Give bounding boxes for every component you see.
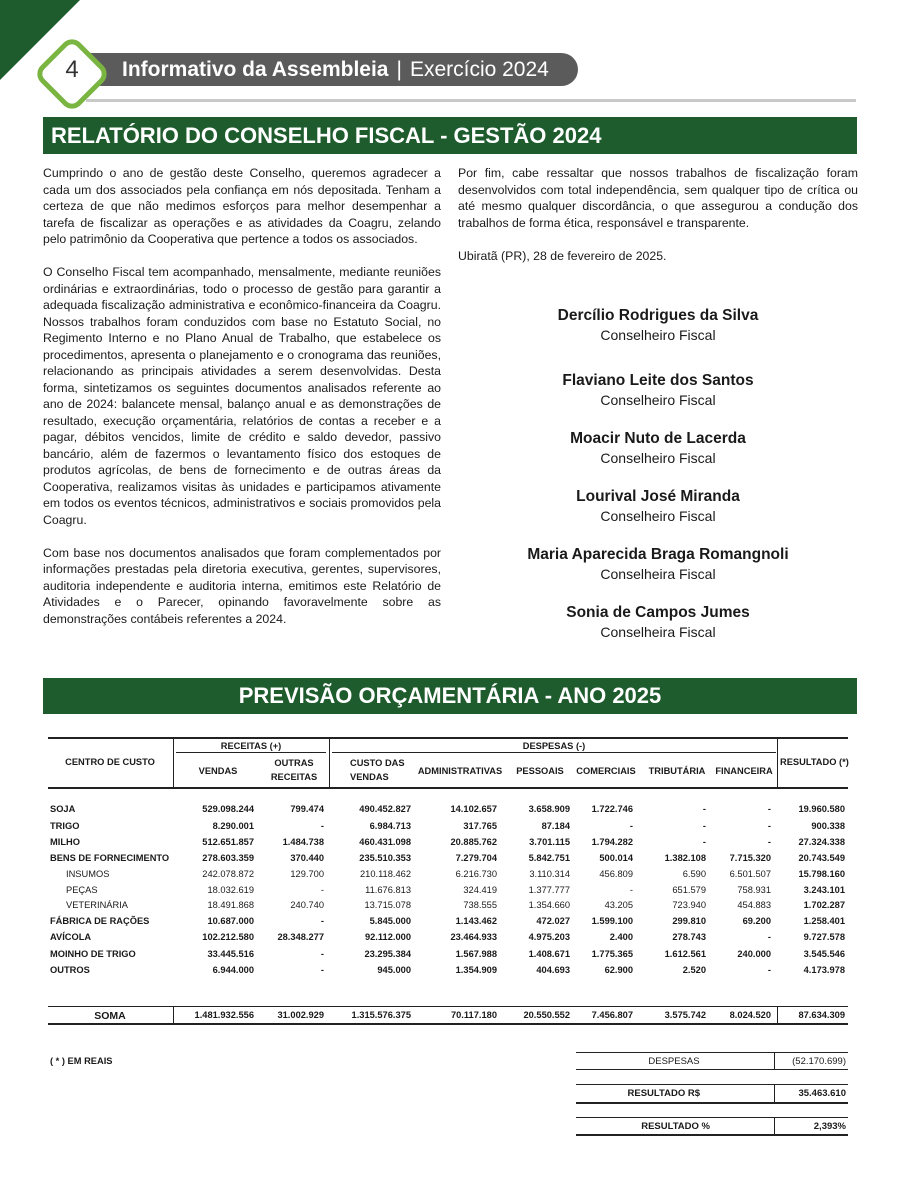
table-cell: 738.555: [463, 900, 497, 910]
table-cell: 456.809: [599, 869, 633, 879]
row-label: INSUMOS: [66, 869, 110, 879]
table-cell: 6.216.730: [455, 869, 497, 879]
footnote: ( * ) EM REAIS: [50, 1056, 113, 1066]
signer-role: Conselheiro Fiscal: [600, 508, 716, 524]
table-cell: 278.603.359: [202, 853, 254, 863]
summary-rule: [576, 1134, 848, 1136]
paragraph: O Conselho Fiscal tem acompanhado, mensalmente, mediante reuniões ordinárias e extraordinárias, todo o processo de gestão para garantir a adequada fiscalização administrativa e econômico-financeira da Coagru. Nossos trabalhos foram conduzidos com base no Estatuto Social, no Regimento Interno e no Plano Anual de Trabalho, que estabelece os procedimentos, apresenta o planejamento e o cronograma das reuniões, relacionando as principais atividades a serem desenvolvidas. Desta forma, sintetizamos os seguintes documentos analisados referente ao ano de 2024: balancete mensal, balanço anual e as demonstrações de resultado, execução orçamentária, relatórios de contas a receber e a pagar, débitos vencidos, limite de crédito e saldo devedor, passivo bancário, além de fazermos o levantamento físico dos estoques de produtos agrícolas, de bens de fornecimento e de outras áreas da Cooperativa, realizamos visitas às unidades e participamos ativamente em todos os eventos técnicos, administrativos e sociais promovidos pela Coagru.: [43, 265, 441, 527]
table-cell: 1.702.287: [803, 900, 845, 910]
table-cell: 529.098.244: [202, 804, 254, 814]
total-cell: 1.315.576.375: [351, 1010, 411, 1020]
table-cell: -: [767, 965, 771, 975]
table-cell: 7.715.320: [729, 853, 771, 863]
summary-percent-label: RESULTADO %: [641, 1121, 710, 1132]
table-cell: -: [767, 821, 771, 831]
header-resultado: RESULTADO (*): [780, 757, 849, 767]
section-title-relatorio: RELATÓRIO DO CONSELHO FISCAL - GESTÃO 2024: [43, 117, 857, 154]
row-label: PEÇAS: [66, 885, 98, 895]
header-vendas: VENDAS: [198, 766, 238, 776]
header-despesas: DESPESAS (-): [522, 741, 586, 751]
table-top-rule: [48, 737, 848, 739]
paragraph: Por fim, cabe ressaltar que nossos trabalhos de fiscalização foram desenvolvidos com total independência, sem qualquer tipo de crítica ou até mesmo qualquer discordância, o que assegurou a condução dos trabalhos de forma ética, responsável e transparente.: [458, 166, 858, 230]
summary-divider: [774, 1117, 775, 1134]
table-cell: 3.701.115: [529, 837, 570, 847]
total-cell: 87.634.309: [798, 1010, 845, 1020]
table-cell: 92.112.000: [364, 932, 411, 942]
table-cell: 1.354.909: [455, 965, 497, 975]
row-label: SOJA: [50, 804, 76, 814]
table-cell: 20.743.549: [798, 853, 845, 863]
total-cell: 8.024.520: [729, 1010, 771, 1020]
table-cell: 1.599.100: [591, 916, 633, 926]
table-cell: 18.491.868: [207, 900, 254, 910]
signer-role: Conselheiro Fiscal: [600, 392, 716, 408]
col-divider: [173, 739, 174, 787]
table-cell: 33.445.516: [207, 949, 254, 959]
row-label: TRIGO: [50, 821, 80, 831]
table-cell: -: [320, 965, 324, 975]
summary-rule: [576, 1117, 848, 1118]
table-cell: 5.845.000: [369, 916, 411, 926]
total-cell: 3.575.742: [664, 1010, 706, 1020]
signer-role: Conselheira Fiscal: [600, 624, 716, 640]
table-cell: 14.102.657: [450, 804, 497, 814]
header-vendas-sub: VENDAS: [350, 772, 389, 782]
table-cell: 454.883: [737, 900, 771, 910]
total-cell: 20.550.552: [523, 1010, 570, 1020]
table-cell: 3.545.546: [803, 949, 845, 959]
col-divider: [777, 739, 778, 787]
table-cell: 500.014: [599, 853, 633, 863]
table-cell: 370.440: [290, 853, 324, 863]
table-cell: 27.324.338: [798, 837, 845, 847]
table-cell: 1.484.738: [282, 837, 324, 847]
table-cell: 1.794.282: [591, 837, 633, 847]
header-administrativas: ADMINISTRATIVAS: [417, 766, 503, 776]
table-cell: 129.700: [290, 869, 324, 879]
header-pessoais: PESSOAIS: [516, 766, 564, 776]
summary-resultado-value: 35.463.610: [798, 1088, 846, 1099]
table-cell: 18.032.619: [207, 885, 254, 895]
signer-name: Lourival José Miranda: [576, 488, 740, 505]
signer-role: Conselheiro Fiscal: [600, 327, 716, 343]
table-cell: -: [767, 837, 771, 847]
summary-percent-value: 2,393%: [813, 1121, 846, 1132]
header-receitas-sub: RECEITAS: [270, 772, 318, 782]
table-cell: 278.743: [672, 932, 706, 942]
table-cell: 235.510.353: [359, 853, 411, 863]
header-outras: OUTRAS: [274, 758, 314, 768]
row-label: OUTROS: [50, 965, 90, 975]
table-cell: -: [320, 885, 324, 895]
table-cell: 460.431.098: [359, 837, 411, 847]
table-cell: 23.295.384: [364, 949, 411, 959]
table-cell: 20.885.762: [450, 837, 497, 847]
signer-role: Conselheiro Fiscal: [600, 450, 716, 466]
table-cell: 19.960.580: [798, 804, 845, 814]
table-cell: 2.520: [682, 965, 706, 975]
table-cell: -: [767, 932, 771, 942]
row-label: BENS DE FORNECIMENTO: [50, 853, 170, 863]
table-cell: -: [702, 837, 706, 847]
total-top-rule: [48, 1006, 848, 1007]
page-number: 4: [65, 56, 79, 83]
table-cell: -: [767, 804, 771, 814]
total-cell: 70.117.180: [450, 1010, 497, 1020]
header-centro-de-custo: CENTRO DE CUSTO: [65, 757, 155, 767]
table-cell: 6.944.000: [212, 965, 254, 975]
table-cell: 3.110.314: [529, 869, 570, 879]
summary-despesas-value: (52.170.699): [792, 1056, 846, 1067]
header-subtitle: Exercício 2024: [409, 58, 549, 81]
group-rule-despesas: [332, 752, 776, 753]
table-cell: 472.027: [536, 916, 570, 926]
signer-name: Dercílio Rodrigues da Silva: [557, 307, 759, 324]
header-title: Informativo da Assembleia: [122, 58, 389, 81]
table-cell: 8.290.001: [212, 821, 254, 831]
header-financeira: FINANCEIRA: [715, 766, 773, 776]
table-cell: 10.687.000: [207, 916, 254, 926]
header-separator: |: [396, 58, 402, 81]
table-cell: 3.243.101: [803, 885, 845, 895]
table-cell: 799.474: [290, 804, 324, 814]
row-label: MOINHO DE TRIGO: [50, 949, 136, 959]
group-rule-receitas: [176, 752, 326, 753]
row-label: MILHO: [50, 837, 80, 847]
section-title-previsao: PREVISÃO ORÇAMENTÁRIA - ANO 2025: [43, 678, 857, 714]
table-cell: 1.258.401: [803, 916, 845, 926]
table-cell: -: [320, 949, 324, 959]
table-cell: 11.676.813: [365, 885, 411, 895]
table-cell: 13.715.078: [364, 900, 411, 910]
table-cell: 512.651.857: [202, 837, 254, 847]
table-cell: -: [320, 916, 324, 926]
table-cell: 7.279.704: [455, 853, 497, 863]
signer-name: Moacir Nuto de Lacerda: [570, 430, 746, 447]
table-cell: 1.722.746: [591, 804, 633, 814]
row-label: AVÍCOLA: [50, 932, 92, 942]
total-label: SOMA: [94, 1010, 126, 1022]
table-cell: 6.501.507: [729, 869, 771, 879]
table-cell: 102.212.580: [202, 932, 254, 942]
table-cell: 758.931: [737, 885, 771, 895]
total-bottom-rule: [48, 1023, 848, 1025]
summary-rule: [576, 1052, 848, 1053]
table-cell: 87.184: [541, 821, 570, 831]
signer-role: Conselheira Fiscal: [600, 566, 716, 582]
table-cell: 651.579: [672, 885, 706, 895]
paragraph: Com base nos documentos analisados que foram complementados por informações prestadas pela diretoria executiva, gerentes, supervisores, auditoria independente e auditoria interna, emitimos este Relatório de Atividades e o Parecer, opinando favoravelmente sobre as demonstrações contábeis referentes a 2024.: [43, 545, 441, 626]
signer-name: Sonia de Campos Jumes: [566, 604, 750, 621]
summary-despesas-label: DESPESAS: [648, 1056, 700, 1067]
table-cell: 4.173.978: [803, 965, 845, 975]
table-cell: 3.658.909: [528, 804, 570, 814]
header-receitas: RECEITAS (+): [220, 741, 282, 751]
table-cell: 62.900: [604, 965, 633, 975]
header-custo-das: CUSTO DAS: [350, 758, 405, 768]
table-cell: 324.419: [463, 885, 497, 895]
table-cell: 490.452.827: [359, 804, 411, 814]
total-cell: 31.002.929: [277, 1010, 324, 1020]
table-cell: -: [629, 885, 633, 895]
row-label: FÁBRICA DE RAÇÕES: [50, 916, 150, 926]
total-cell: 1.481.932.556: [194, 1010, 254, 1020]
table-cell: 242.078.872: [202, 869, 254, 879]
table-cell: 404.693: [536, 965, 570, 975]
table-header-rule: [48, 787, 848, 789]
table-cell: 9.727.578: [803, 932, 845, 942]
total-cell: 7.456.807: [591, 1010, 633, 1020]
table-cell: 240.740: [290, 900, 324, 910]
table-cell: 15.798.160: [798, 869, 845, 879]
table-cell: 240.000: [737, 949, 771, 959]
table-cell: 1.612.561: [664, 949, 706, 959]
table-cell: 317.765: [463, 821, 497, 831]
table-cell: 2.400: [609, 932, 633, 942]
summary-divider: [774, 1052, 775, 1069]
summary-rule: [576, 1084, 848, 1085]
signer-name: Maria Aparecida Braga Romangnoli: [527, 546, 789, 563]
table-cell: 723.940: [672, 900, 706, 910]
table-cell: 299.810: [672, 916, 706, 926]
table-cell: 1.377.777: [528, 885, 570, 895]
table-cell: 210.118.462: [359, 869, 411, 879]
table-cell: 23.464.933: [450, 932, 497, 942]
table-cell: -: [320, 821, 324, 831]
table-cell: 28.348.277: [277, 932, 324, 942]
table-cell: 1.354.660: [528, 900, 570, 910]
table-cell: 43.205: [604, 900, 633, 910]
table-cell: 900.338: [811, 821, 845, 831]
col-divider: [329, 739, 330, 787]
date-line: Ubiratã (PR), 28 de fevereiro de 2025.: [458, 248, 667, 263]
table-cell: 1.382.108: [664, 853, 706, 863]
table-cell: 945.000: [377, 965, 411, 975]
table-cell: 69.200: [742, 916, 771, 926]
table-cell: 5.842.751: [528, 853, 570, 863]
table-cell: -: [702, 821, 706, 831]
table-cell: 1.567.988: [455, 949, 497, 959]
table-cell: 1.775.365: [591, 949, 633, 959]
row-label: VETERINÁRIA: [66, 900, 128, 910]
table-cell: 4.975.203: [528, 932, 570, 942]
table-cell: 1.143.462: [455, 916, 497, 926]
header-comerciais: COMERCIAIS: [576, 766, 636, 776]
table-cell: -: [702, 804, 706, 814]
table-cell: -: [629, 821, 633, 831]
summary-divider: [774, 1084, 775, 1102]
paragraph: Cumprindo o ano de gestão deste Conselho, queremos agradecer a cada um dos associados pela confiança em nós depositada. Tenham a certeza de que não medimos esforços para melhor desempenhar a tarefa de fiscalizar as operações e as atividades da Coagru, zelando pelo patrimônio da Cooperativa que pertence a todos os associados.: [43, 166, 441, 246]
summary-rule: [576, 1102, 848, 1104]
signer-name: Flaviano Leite dos Santos: [562, 372, 754, 389]
summary-rule: [576, 1069, 848, 1070]
table-cell: 6.590: [682, 869, 706, 879]
table-cell: 1.408.671: [528, 949, 570, 959]
header-tributaria: TRIBUTÁRIA: [648, 766, 706, 776]
summary-resultado-label: RESULTADO R$: [627, 1088, 700, 1099]
table-cell: 6.984.713: [369, 821, 411, 831]
